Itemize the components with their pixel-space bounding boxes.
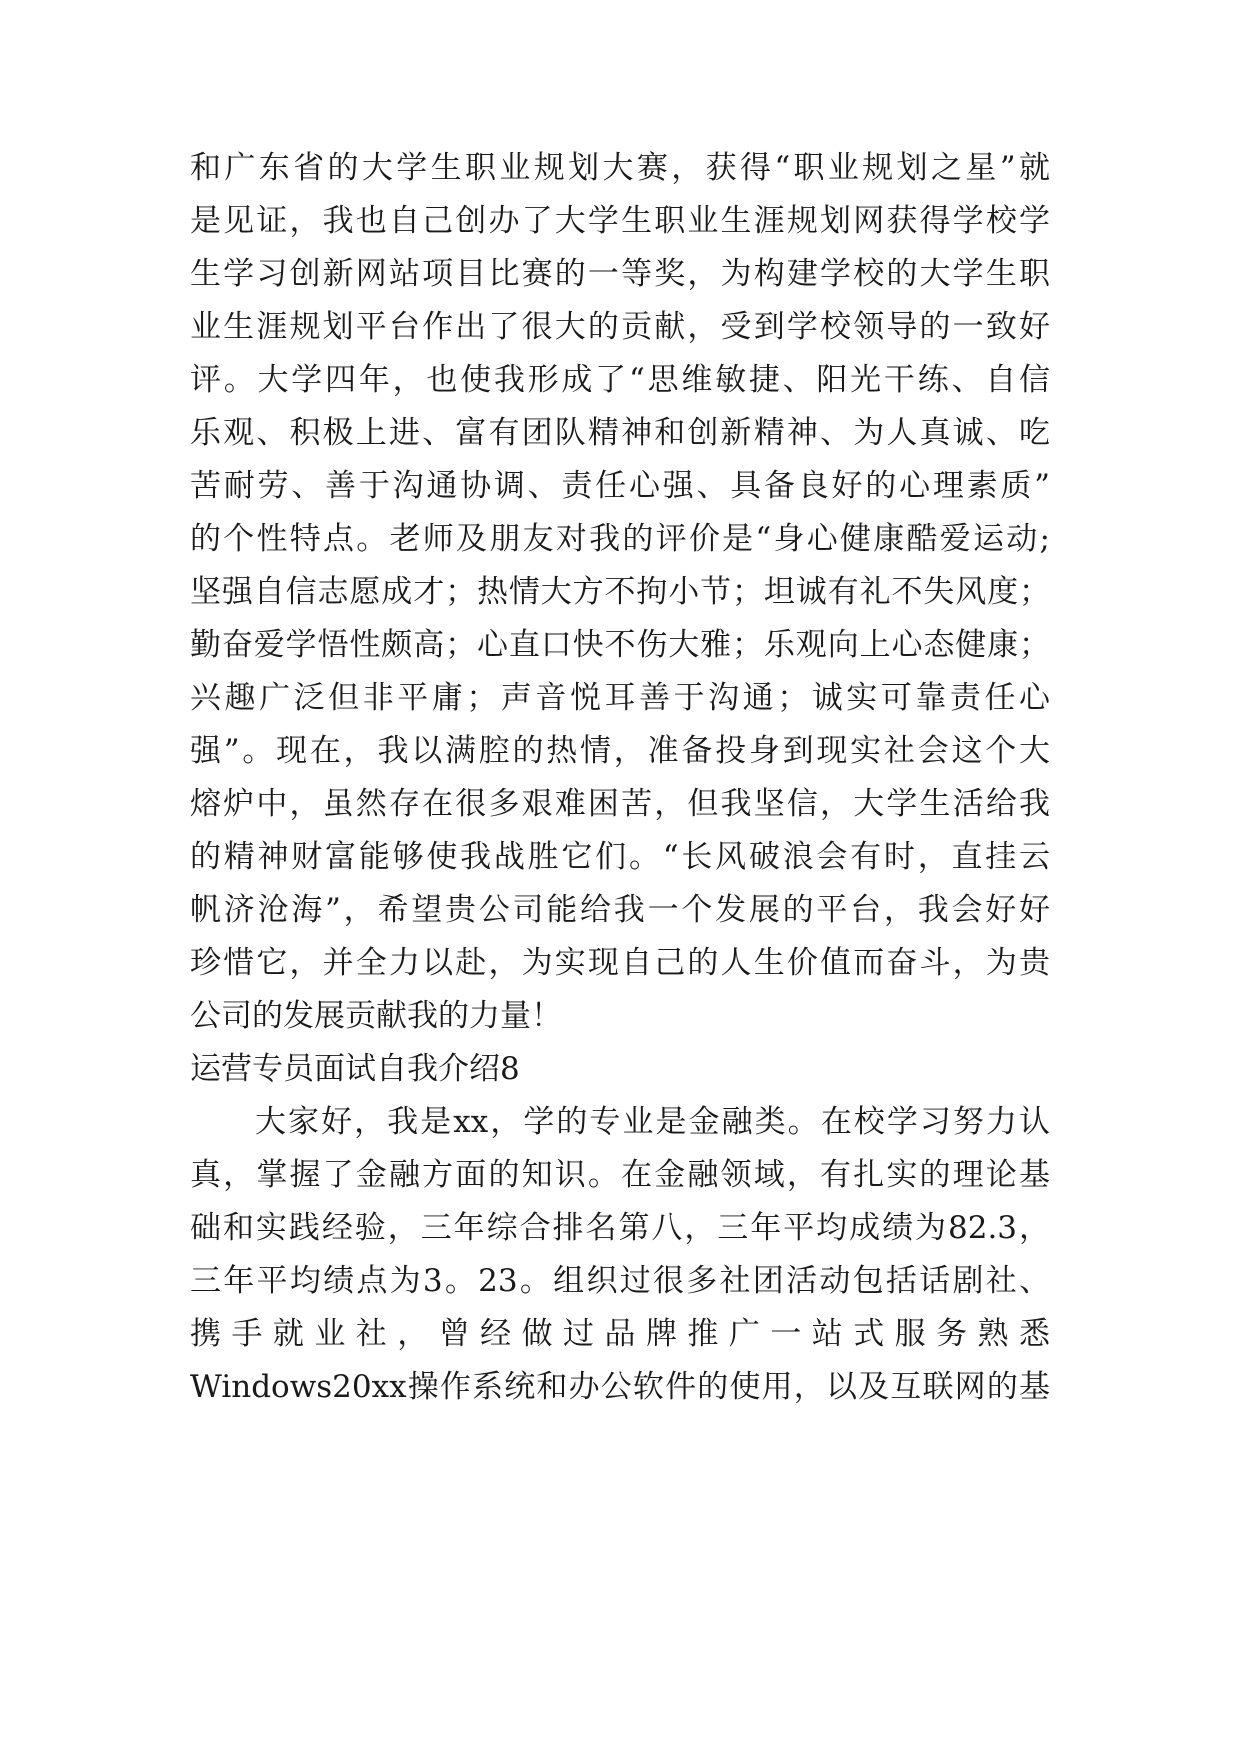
paragraph-line: 坚强自信志愿成才；热情大方不拘小节；坦诚有礼不失风度； xyxy=(190,574,1050,610)
paragraph-line: 评。大学四年，也使我形成了“思维敏捷、阳光干练、自信 xyxy=(190,362,1050,398)
paragraph-line: 的个性特点。老师及朋友对我的评价是“身心健康酷爱运动; xyxy=(190,521,1050,557)
paragraph-line: 公司的发展贡献我的力量！ xyxy=(190,998,562,1034)
paragraph-line: 携手就业社，曾经做过品牌推广一站式服务熟悉 xyxy=(190,1316,1050,1352)
paragraph-line: 大家好，我是xx，学的专业是金融类。在校学习努力认 xyxy=(255,1104,1050,1140)
paragraph-line: 熔炉中，虽然存在很多艰难困苦，但我坚信，大学生活给我 xyxy=(190,786,1050,822)
paragraph-line: 和广东省的大学生职业规划大赛，获得“职业规划之星”就 xyxy=(190,150,1050,186)
paragraph-line: 勤奋爱学悟性颇高；心直口快不伤大雅；乐观向上心态健康； xyxy=(190,627,1050,663)
paragraph-line: Windows20xx操作系统和办公软件的使用，以及互联网的基 xyxy=(190,1369,1050,1405)
paragraph-line: 础和实践经验，三年综合排名第八，三年平均成绩为82.3， xyxy=(190,1210,1050,1246)
paragraph-line: 的精神财富能够使我战胜它们。“长风破浪会有时，直挂云 xyxy=(190,839,1050,875)
paragraph-line: 生学习创新网站项目比赛的一等奖，为构建学校的大学生职 xyxy=(190,256,1050,292)
paragraph-line: 乐观、积极上进、富有团队精神和创新精神、为人真诚、吃 xyxy=(190,415,1050,451)
section-heading: 运营专员面试自我介绍8 xyxy=(190,1051,520,1087)
paragraph-line: 业生涯规划平台作出了很大的贡献，受到学校领导的一致好 xyxy=(190,309,1050,345)
paragraph-line: 兴趣广泛但非平庸；声音悦耳善于沟通；诚实可靠责任心 xyxy=(190,680,1050,716)
paragraph-line: 帆济沧海”，希望贵公司能给我一个发展的平台，我会好好 xyxy=(190,892,1050,928)
paragraph-line: 珍惜它，并全力以赴，为实现自己的人生价值而奋斗，为贵 xyxy=(190,945,1050,981)
paragraph-line: 三年平均绩点为3。23。组织过很多社团活动包括话剧社、 xyxy=(190,1263,1050,1299)
paragraph-line: 真，掌握了金融方面的知识。在金融领域，有扎实的理论基 xyxy=(190,1157,1050,1193)
paragraph-line: 是见证，我也自己创办了大学生职业生涯规划网获得学校学 xyxy=(190,203,1050,239)
paragraph-line: 苦耐劳、善于沟通协调、责任心强、具备良好的心理素质” xyxy=(190,468,1050,504)
paragraph-line: 强”。现在，我以满腔的热情，准备投身到现实社会这个大 xyxy=(190,733,1050,769)
